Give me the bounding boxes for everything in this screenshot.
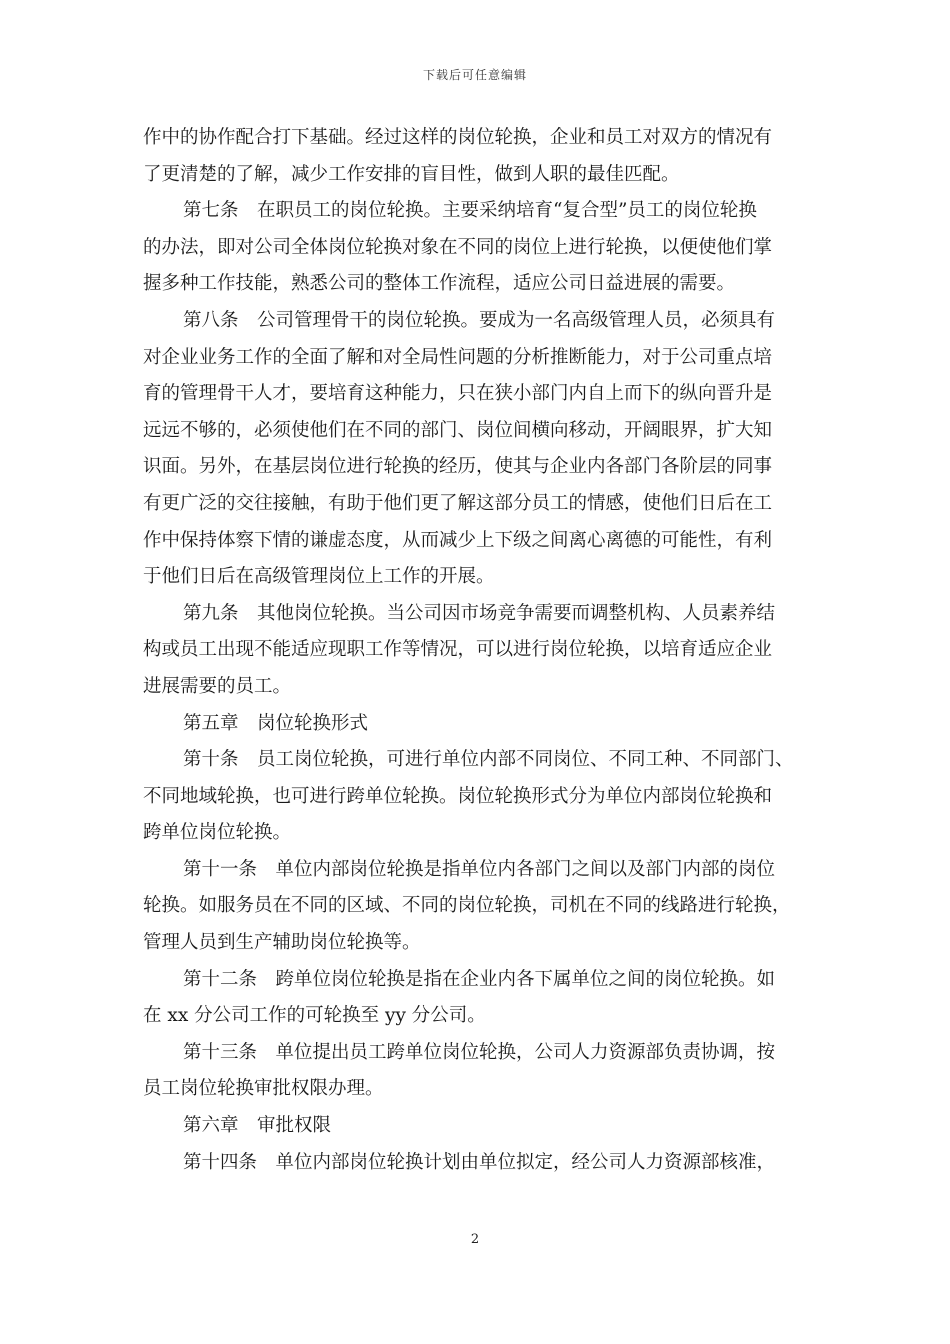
- text-line: 了更清楚的了解，减少工作安排的盲目性，做到人职的最佳匹配。: [143, 163, 680, 185]
- text-line: 有更广泛的交往接触，有助于他们更了解这部分员工的情感，使他们日后在工: [143, 492, 773, 514]
- text-line: 员工岗位轮换审批权限办理。: [143, 1078, 384, 1100]
- text-line: 握多种工作技能，熟悉公司的整体工作流程，适应公司日益进展的需要。: [143, 273, 736, 295]
- text-line: 作中的协作配合打下基础。经过这样的岗位轮换，企业和员工对双方的情况有: [143, 127, 773, 148]
- text-line: 第六章 审批权限: [183, 1115, 332, 1137]
- document-body: [143, 120, 813, 1181]
- text-line: 构或员工出现不能适应现职工作等情况，可以进行岗位轮换，以培育适应企业: [143, 639, 773, 661]
- text-line: 第十一条 单位内部岗位轮换是指单位内各部门之间以及部门内部的岗位: [183, 858, 776, 880]
- text-line: 不同地域轮换，也可进行跨单位轮换。岗位轮换形式分为单位内部岗位轮换和: [143, 785, 773, 807]
- text-line: 第十四条 单位内部岗位轮换计划由单位拟定，经公司人力资源部核准，: [183, 1151, 776, 1173]
- text-line: 识面。另外，在基层岗位进行轮换的经历，使其与企业内各部门各阶层的同事: [143, 456, 773, 478]
- text-line: 第九条 其他岗位轮换。当公司因市场竞争需要而调整机构、人员素养结: [183, 602, 776, 624]
- text-line: 第七条 在职员工的岗位轮换。主要采纳培育“复合型”员工的岗位轮换: [183, 200, 757, 222]
- text-line: 管理人员到生产辅助岗位轮换等。: [143, 932, 421, 954]
- text-line: 第五章 岗位轮换形式: [183, 712, 369, 734]
- text-line: 育的管理骨干人才，要培育这种能力，只在狭小部门内自上而下的纵向晋升是: [143, 383, 773, 405]
- page-header: 下载后可任意编辑: [422, 68, 527, 82]
- text-line: 的办法，即对公司全体岗位轮换对象在不同的岗位上进行轮换，以便使他们掌: [143, 236, 773, 258]
- text-line: 第十三条 单位提出员工跨单位岗位轮换，公司人力资源部负责协调，按: [183, 1041, 776, 1063]
- text-line: 进展需要的员工。: [143, 675, 292, 697]
- text-line: 第十条 员工岗位轮换，可进行单位内部不同岗位、不同工种、不同部门、: [183, 749, 794, 771]
- text-line: 于他们日后在高级管理岗位上工作的开展。: [143, 566, 495, 588]
- text-line: 跨单位岗位轮换。: [143, 822, 292, 844]
- text-line: 远远不够的，必须使他们在不同的部门、岗位间横向移动，开阔眼界，扩大知: [143, 419, 773, 441]
- text-line: 第八条 公司管理骨干的岗位轮换。要成为一名高级管理人员，必须具有: [183, 309, 776, 331]
- text-line: 对企业业务工作的全面了解和对全局性问题的分析推断能力，对于公司重点培: [143, 346, 773, 368]
- text-line: 轮换。如服务员在不同的区域、不同的岗位轮换，司机在不同的线路进行轮换，: [143, 895, 791, 917]
- text-line: 作中保持体察下情的谦虚态度，从而减少上下级之间离心离德的可能性，有利: [143, 529, 773, 551]
- text-line: 在 xx 分公司工作的可轮换至 yy 分公司。: [143, 1005, 486, 1027]
- text-line: 第十二条 跨单位岗位轮换是指在企业内各下属单位之间的岗位轮换。如: [183, 968, 776, 990]
- page-number: 2: [470, 1232, 480, 1247]
